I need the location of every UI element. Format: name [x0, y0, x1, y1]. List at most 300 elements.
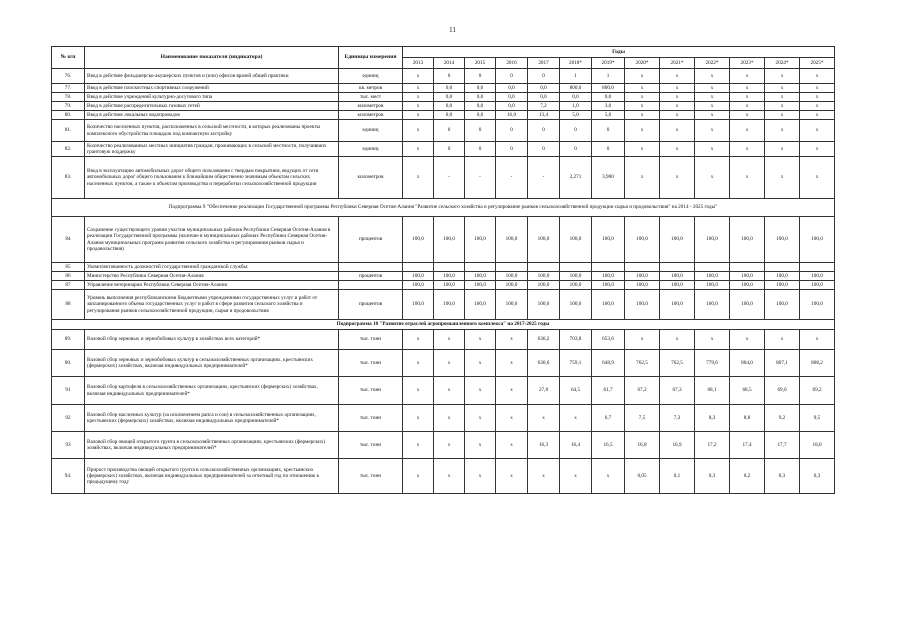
value-cell: х: [800, 93, 835, 102]
value-cell: х: [465, 377, 496, 405]
row-number: 84: [52, 217, 85, 263]
row-number: 89.: [52, 330, 85, 350]
value-cell: 16,4: [560, 432, 592, 459]
value-cell: 0: [465, 120, 496, 142]
value-cell: 0: [560, 120, 592, 142]
value-cell: [560, 263, 592, 272]
unit-cell: единиц: [339, 142, 403, 157]
header-year: 2014: [434, 58, 465, 69]
table-row: [52, 142, 835, 157]
value-cell: х: [730, 102, 765, 111]
value-cell: 100,0: [765, 217, 800, 263]
value-cell: 0,0: [434, 84, 465, 93]
value-cell: 100,0: [730, 272, 765, 281]
value-cell: 8,3: [695, 405, 730, 432]
value-cell: 17,2: [695, 432, 730, 459]
unit-cell: единиц: [339, 69, 403, 84]
row-number: 82.: [52, 142, 85, 157]
value-cell: х: [765, 84, 800, 93]
unit-cell: тыс. тонн: [339, 330, 403, 350]
value-cell: 7,5: [625, 405, 660, 432]
value-cell: х: [434, 330, 465, 350]
indicator-name: Уровень выполнения республиканскими бюджетными учреждениями государственных услуг и работ от запланированного объема государственных услуг и работ в сфере развития сельского хозяйства и регулирования рынков сельскохозяйственной продукции, сырья и продовольствия: [85, 290, 339, 320]
table-row: [52, 102, 835, 111]
value-cell: х: [403, 330, 434, 350]
table-row: [52, 459, 835, 494]
table-row: [52, 432, 835, 459]
value-cell: 100,0: [403, 290, 434, 320]
value-cell: 100,0: [465, 281, 496, 290]
value-cell: 0: [528, 142, 560, 157]
value-cell: 100,0: [528, 281, 560, 290]
header-year: 2016: [496, 58, 528, 69]
value-cell: 16,0: [496, 111, 528, 120]
value-cell: х: [660, 330, 695, 350]
value-cell: х: [695, 157, 730, 199]
value-cell: 653,6: [592, 330, 625, 350]
value-cell: х: [403, 432, 434, 459]
unit-cell: километров: [339, 157, 403, 199]
value-cell: 779,6: [695, 350, 730, 377]
unit-cell: процентов: [339, 290, 403, 320]
header-year: 2025*: [800, 58, 835, 69]
value-cell: 2,271: [560, 157, 592, 199]
row-number: 90.: [52, 350, 85, 377]
unit-cell: кв. метров: [339, 84, 403, 93]
value-cell: х: [403, 69, 434, 84]
value-cell: 0,0: [496, 84, 528, 93]
page-number: 11: [449, 26, 456, 34]
value-cell: 0,3: [800, 459, 835, 494]
value-cell: 648,9: [592, 350, 625, 377]
value-cell: 13,4: [528, 111, 560, 120]
unit-cell: единиц: [339, 120, 403, 142]
value-cell: х: [625, 330, 660, 350]
table-row: [52, 217, 835, 263]
value-cell: [465, 263, 496, 272]
value-cell: х: [528, 405, 560, 432]
value-cell: [434, 263, 465, 272]
value-cell: 0,0: [496, 93, 528, 102]
value-cell: х: [695, 142, 730, 157]
value-cell: х: [403, 405, 434, 432]
indicator-name: Ввод в действие локальных водопроводов: [85, 111, 339, 120]
row-number: 88: [52, 290, 85, 320]
value-cell: х: [625, 142, 660, 157]
value-cell: х: [765, 69, 800, 84]
value-cell: х: [800, 120, 835, 142]
value-cell: 100,0: [528, 272, 560, 281]
value-cell: х: [695, 111, 730, 120]
value-cell: 100,0: [560, 281, 592, 290]
row-number: 80.: [52, 111, 85, 120]
value-cell: 100,0: [730, 217, 765, 263]
value-cell: х: [403, 111, 434, 120]
value-cell: 1,0: [560, 102, 592, 111]
value-cell: х: [403, 102, 434, 111]
value-cell: 100,0: [765, 281, 800, 290]
value-cell: 61,7: [592, 377, 625, 405]
value-cell: 0,1: [660, 459, 695, 494]
value-cell: х: [765, 111, 800, 120]
value-cell: -: [496, 157, 528, 199]
value-cell: х: [625, 111, 660, 120]
value-cell: 16,3: [528, 432, 560, 459]
value-cell: 0,0: [434, 102, 465, 111]
value-cell: х: [800, 69, 835, 84]
value-cell: х: [765, 330, 800, 350]
value-cell: [695, 263, 730, 272]
value-cell: 0,0: [465, 102, 496, 111]
value-cell: х: [403, 84, 434, 93]
value-cell: 100,0: [465, 272, 496, 281]
table-row: [52, 111, 835, 120]
value-cell: 100,0: [800, 217, 835, 263]
value-cell: 0,0: [496, 102, 528, 111]
unit-cell: процентов: [339, 272, 403, 281]
row-number: 85: [52, 263, 85, 272]
value-cell: х: [625, 102, 660, 111]
value-cell: х: [496, 377, 528, 405]
value-cell: 808,2: [800, 350, 835, 377]
value-cell: 759,1: [560, 350, 592, 377]
value-cell: х: [465, 459, 496, 494]
value-cell: 0: [465, 69, 496, 84]
indicator-name: Валовой сбор масличных культур (за исключением рапса и сои) в сельскохозяйственных организациях, крестьянских (фермерских) хозяйствах, включая индивидуальных предпринимателей*: [85, 405, 339, 432]
value-cell: х: [496, 350, 528, 377]
value-cell: х: [625, 120, 660, 142]
value-cell: 0,0: [592, 93, 625, 102]
value-cell: х: [528, 459, 560, 494]
value-cell: 100,0: [625, 281, 660, 290]
subprogram-10-title: Подпрограмма 10 "Развитие отраслей агропромышленного комплекса" на 2017-2025 годы: [52, 320, 835, 330]
value-cell: х: [434, 459, 465, 494]
row-number: 94.: [52, 459, 85, 494]
row-number: 86: [52, 272, 85, 281]
value-cell: [660, 263, 695, 272]
indicator-name: Валовой сбор картофеля в сельскохозяйственных организациях, крестьянских (фермерских) хозяйствах, включая индивидуальных предпринимателей*: [85, 377, 339, 405]
value-cell: 6,7: [592, 405, 625, 432]
value-cell: [403, 263, 434, 272]
value-cell: 16,8: [625, 432, 660, 459]
value-cell: 0: [560, 142, 592, 157]
table-row: [52, 93, 835, 102]
value-cell: 1: [592, 69, 625, 84]
value-cell: 100,0: [800, 272, 835, 281]
value-cell: [765, 263, 800, 272]
value-cell: 0: [528, 120, 560, 142]
value-cell: 100,0: [765, 290, 800, 320]
indicator-name: Ввод в действие учреждений культурно-досугового типа: [85, 93, 339, 102]
value-cell: 100,0: [660, 290, 695, 320]
value-cell: х: [434, 350, 465, 377]
value-cell: х: [660, 84, 695, 93]
indicator-name: Ввод в действие фельдшерско-акушерских пунктов и (или) офисов врачей общей практики: [85, 69, 339, 84]
value-cell: 100,0: [528, 290, 560, 320]
value-cell: х: [765, 142, 800, 157]
value-cell: 100,0: [695, 217, 730, 263]
value-cell: х: [800, 142, 835, 157]
value-cell: х: [403, 377, 434, 405]
row-number: 83.: [52, 157, 85, 199]
value-cell: -: [465, 157, 496, 199]
value-cell: 68,1: [695, 377, 730, 405]
indicator-name: Сохранение существующего уровня участия муниципальных районов Республики Северная Осетия-Алания в реализации Государственной программы (наличие в муниципальных районах Республики Северная Осетия-Алания муниципальных программ развития сельского хозяйства и регулирования рынков сырья и продовольствия): [85, 217, 339, 263]
header-year: 2015: [465, 58, 496, 69]
value-cell: х: [403, 350, 434, 377]
value-cell: х: [496, 405, 528, 432]
value-cell: 100,0: [592, 217, 625, 263]
value-cell: 100,0: [403, 272, 434, 281]
unit-cell: тыс. тонн: [339, 350, 403, 377]
value-cell: х: [765, 120, 800, 142]
value-cell: х: [660, 157, 695, 199]
table-row: [52, 290, 835, 320]
value-cell: 0,0: [528, 84, 560, 93]
value-cell: 100,0: [800, 281, 835, 290]
value-cell: х: [403, 93, 434, 102]
value-cell: 17,4: [730, 432, 765, 459]
value-cell: 100,0: [465, 217, 496, 263]
value-cell: 800,0: [560, 84, 592, 93]
value-cell: х: [660, 120, 695, 142]
value-cell: х: [496, 432, 528, 459]
value-cell: х: [660, 111, 695, 120]
value-cell: 100,0: [660, 281, 695, 290]
value-cell: х: [403, 142, 434, 157]
value-cell: х: [403, 157, 434, 199]
value-cell: 100,0: [496, 290, 528, 320]
value-cell: х: [730, 69, 765, 84]
value-cell: 100,0: [496, 217, 528, 263]
value-cell: х: [800, 157, 835, 199]
value-cell: 100,0: [403, 217, 434, 263]
value-cell: 16,5: [592, 432, 625, 459]
header-name: Наименование показателя (индикатора): [85, 47, 339, 69]
value-cell: х: [496, 459, 528, 494]
row-number: 79.: [52, 102, 85, 111]
value-cell: 636,2: [528, 330, 560, 350]
unit-cell: тыс. тонн: [339, 459, 403, 494]
value-cell: 64,5: [560, 377, 592, 405]
indicator-name: Прирост производства овощей открытого грунта в сельскохозяйственных организациях, крестьянских (фермерских) хозяйствах, включая индивидуальных предпринимателей за отчетный год по отношению к предыдущему году: [85, 459, 339, 494]
row-number: 78.: [52, 93, 85, 102]
value-cell: 67,3: [660, 377, 695, 405]
value-cell: х: [730, 142, 765, 157]
value-cell: х: [765, 102, 800, 111]
table-row: [52, 330, 835, 350]
unit-cell: тыс. тонн: [339, 377, 403, 405]
row-number: 91: [52, 377, 85, 405]
value-cell: 3,0: [592, 102, 625, 111]
table-row: [52, 377, 835, 405]
header-year: 2024*: [765, 58, 800, 69]
value-cell: х: [625, 69, 660, 84]
value-cell: 7,3: [660, 405, 695, 432]
value-cell: 0: [528, 69, 560, 84]
header-year: 2023*: [730, 58, 765, 69]
value-cell: 0,05: [625, 459, 660, 494]
value-cell: 8,8: [730, 405, 765, 432]
indicator-name: Ввод в действие распределительных газовых сетей: [85, 102, 339, 111]
unit-cell: тыс. тонн: [339, 432, 403, 459]
indicator-name: Министерство Республики Северная Осетия-Алания: [85, 272, 339, 281]
table-row: [52, 263, 835, 272]
value-cell: 100,0: [560, 217, 592, 263]
header-year: 2019*: [592, 58, 625, 69]
value-cell: х: [560, 405, 592, 432]
row-number: 77.: [52, 84, 85, 93]
value-cell: х: [695, 120, 730, 142]
value-cell: 100,0: [403, 281, 434, 290]
value-cell: 100,0: [800, 290, 835, 320]
indicator-name: Ввод в эксплуатацию автомобильных дорог общего пользования с твердым покрытием, ведущих от сети автомобильных дорог общего пользования к ближайшим общественно значимым объектам сельских населенных пунктов, а также к объектам производства и переработки сельскохозяйственной продукции: [85, 157, 339, 199]
row-number: 87: [52, 281, 85, 290]
table-row: [52, 157, 835, 199]
indicator-name: Валовой сбор овощей открытого грунта в сельскохозяйственных организациях, крестьянских (фермерских) хозяйствах, включая индивидуальных предпринимателей*: [85, 432, 339, 459]
value-cell: х: [660, 142, 695, 157]
value-cell: 0,0: [528, 93, 560, 102]
value-cell: 100,0: [695, 281, 730, 290]
value-cell: [730, 263, 765, 272]
value-cell: х: [592, 459, 625, 494]
value-cell: 5,0: [592, 111, 625, 120]
header-unit: Единицы измерения: [339, 47, 403, 69]
value-cell: х: [730, 84, 765, 93]
value-cell: [592, 263, 625, 272]
value-cell: 100,0: [592, 290, 625, 320]
value-cell: х: [660, 69, 695, 84]
value-cell: х: [625, 84, 660, 93]
value-cell: х: [496, 330, 528, 350]
table-row: [52, 84, 835, 93]
table-row: [52, 405, 835, 432]
value-cell: 100,0: [434, 217, 465, 263]
table-row: [52, 281, 835, 290]
value-cell: х: [730, 120, 765, 142]
header-years-title: Годы: [403, 47, 835, 58]
value-cell: 3,900: [592, 157, 625, 199]
value-cell: 100,0: [695, 290, 730, 320]
row-number: 92: [52, 405, 85, 432]
value-cell: 68,5: [730, 377, 765, 405]
value-cell: х: [560, 459, 592, 494]
value-cell: 0,2: [730, 459, 765, 494]
value-cell: х: [465, 330, 496, 350]
value-cell: х: [730, 111, 765, 120]
value-cell: 0: [592, 120, 625, 142]
value-cell: 807,1: [765, 350, 800, 377]
header-year: 2018*: [560, 58, 592, 69]
unit-cell: километров: [339, 102, 403, 111]
unit-cell: процентов: [339, 217, 403, 263]
value-cell: х: [434, 377, 465, 405]
value-cell: 7,2: [528, 102, 560, 111]
value-cell: 69,2: [800, 377, 835, 405]
value-cell: 27,8: [528, 377, 560, 405]
value-cell: [800, 263, 835, 272]
value-cell: 100,0: [434, 272, 465, 281]
value-cell: 703,8: [560, 330, 592, 350]
value-cell: х: [434, 405, 465, 432]
value-cell: х: [730, 93, 765, 102]
table-row: [52, 120, 835, 142]
value-cell: 0: [434, 69, 465, 84]
value-cell: -: [434, 157, 465, 199]
value-cell: 100,0: [434, 281, 465, 290]
value-cell: 100,0: [560, 272, 592, 281]
value-cell: 0,0: [465, 111, 496, 120]
indicator-name: Количество реализованных местных инициатив граждан, проживающих в сельской местности, получивших грантовую поддержку: [85, 142, 339, 157]
value-cell: 804,0: [730, 350, 765, 377]
unit-cell: [339, 263, 403, 272]
indicator-name: Валовой сбор зерновых и зернобобовых культур в сельскохозяйственных организациях, крестьянских (фермерских) хозяйствах, включая индивидуальных предпринимателей*: [85, 350, 339, 377]
value-cell: 0: [465, 142, 496, 157]
value-cell: 100,0: [434, 290, 465, 320]
value-cell: 5,0: [560, 111, 592, 120]
value-cell: х: [695, 93, 730, 102]
value-cell: 0: [496, 69, 528, 84]
value-cell: 17,7: [765, 432, 800, 459]
value-cell: х: [695, 102, 730, 111]
value-cell: 0,0: [434, 111, 465, 120]
value-cell: 100,0: [592, 272, 625, 281]
value-cell: 0: [496, 120, 528, 142]
value-cell: 100,0: [496, 272, 528, 281]
value-cell: х: [465, 432, 496, 459]
value-cell: 100,0: [730, 281, 765, 290]
value-cell: 1: [560, 69, 592, 84]
value-cell: 0,0: [434, 93, 465, 102]
value-cell: 800,0: [592, 84, 625, 93]
value-cell: 0: [434, 120, 465, 142]
value-cell: 100,0: [496, 281, 528, 290]
row-number: 81.: [52, 120, 85, 142]
table-row: [52, 272, 835, 281]
table-row: [52, 350, 835, 377]
value-cell: х: [660, 93, 695, 102]
row-number: 76.: [52, 69, 85, 84]
value-cell: х: [695, 69, 730, 84]
value-cell: 69,0: [765, 377, 800, 405]
value-cell: 100,0: [625, 217, 660, 263]
value-cell: 100,0: [660, 272, 695, 281]
indicator-name: Ввод в действие плоскостных спортивных сооружений: [85, 84, 339, 93]
unit-cell: километров: [339, 111, 403, 120]
value-cell: [625, 263, 660, 272]
value-cell: х: [800, 111, 835, 120]
table-row: [52, 69, 835, 84]
value-cell: 762,5: [625, 350, 660, 377]
header-year: 2021*: [660, 58, 695, 69]
value-cell: 100,0: [660, 217, 695, 263]
value-cell: 0: [434, 142, 465, 157]
value-cell: х: [800, 84, 835, 93]
value-cell: 100,0: [730, 290, 765, 320]
indicator-name: Укомплектованность должностей государственной гражданской службы:: [85, 263, 339, 272]
value-cell: х: [625, 157, 660, 199]
header-year: 2022*: [695, 58, 730, 69]
value-cell: 762,5: [660, 350, 695, 377]
value-cell: х: [465, 405, 496, 432]
value-cell: х: [765, 93, 800, 102]
value-cell: 100,0: [560, 290, 592, 320]
value-cell: х: [695, 84, 730, 93]
value-cell: х: [730, 157, 765, 199]
value-cell: 0,0: [465, 84, 496, 93]
value-cell: х: [800, 102, 835, 111]
value-cell: 100,0: [625, 290, 660, 320]
